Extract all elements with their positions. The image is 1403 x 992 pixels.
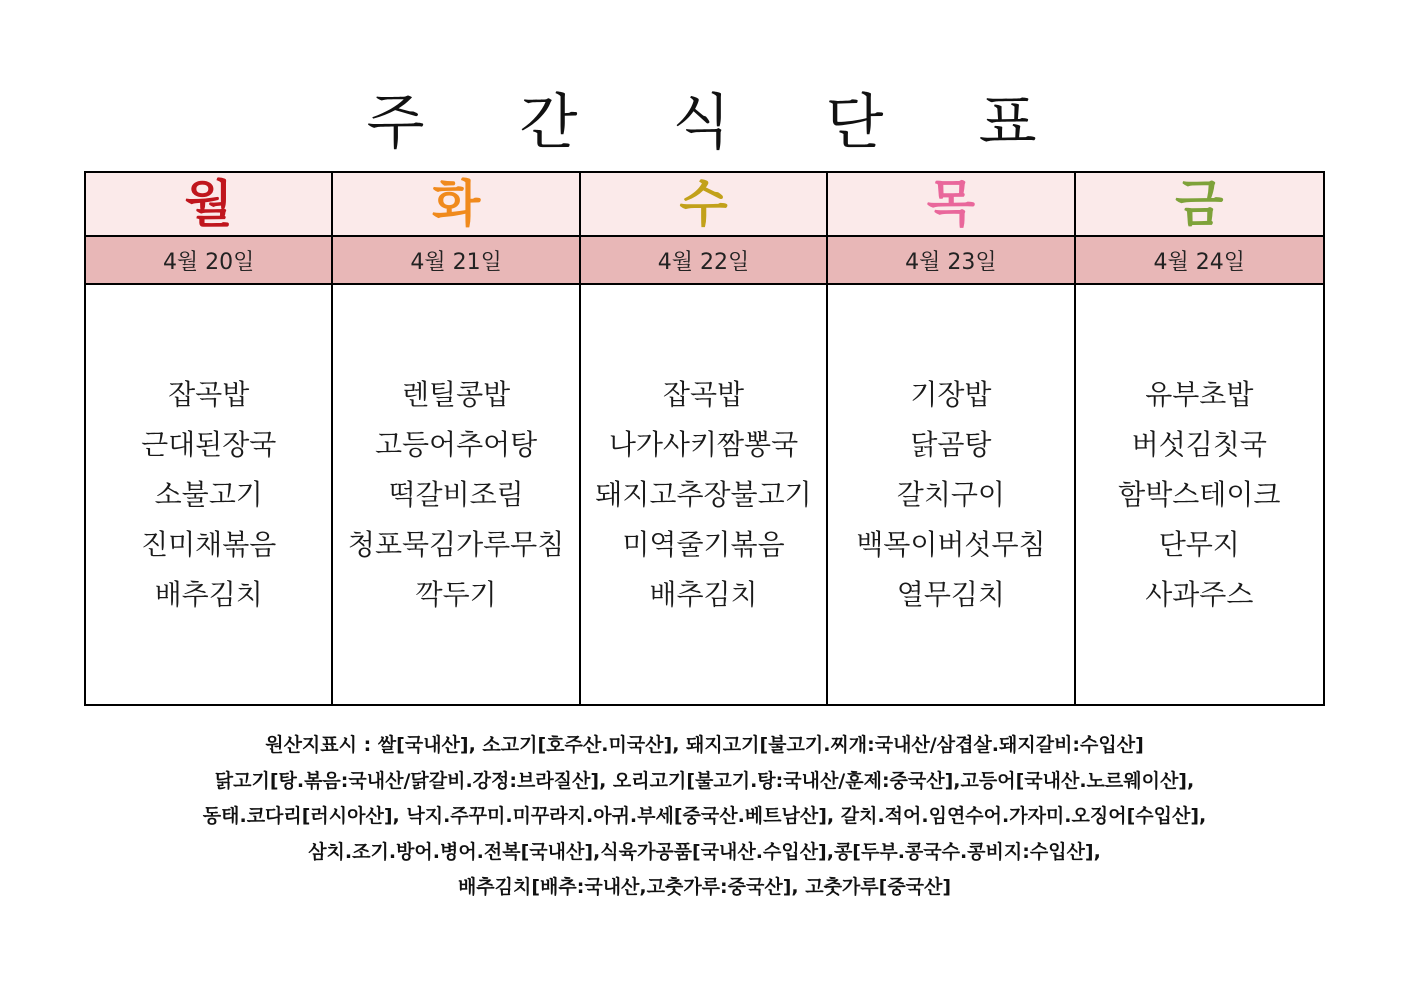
date-tue: 4월 21일	[333, 237, 580, 285]
menu-item: 근대된장국	[141, 428, 277, 461]
menu-item: 유부초밥	[1145, 378, 1254, 411]
menu-item: 닭곰탕	[910, 428, 992, 461]
origin-line: 배추김치[배추:국내산,고춧가루:중국산], 고춧가루[중국산]	[457, 876, 952, 898]
menu-item: 배추김치	[649, 578, 758, 611]
menu-item: 미역줄기볶음	[622, 528, 785, 561]
origin-notice	[84, 728, 1325, 906]
menu-item: 버섯김칫국	[1131, 428, 1267, 461]
origin-line: 원산지표시 : 쌀[국내산], 소고기[호주산.미국산], 돼지고기[불고기.찌개:국내산/삼겹살.돼지갈비:수입산]	[265, 734, 1144, 756]
menu-item: 진미채볶음	[141, 528, 277, 561]
origin-line: 삼치.조기.방어.병어.전복[국내산],식육가공품[국내산.수입산],콩[두부.콩국수.콩비지:수입산],	[308, 840, 1101, 863]
menu-tue	[333, 285, 580, 704]
menu-item: 잡곡밥	[662, 378, 745, 411]
origin-line: 닭고기[탕.볶음:국내산/닭갈비.강정:브라질산], 오리고기[불고기.탕:국내산/훈제:중국산],고등어[국내산.노르웨이산],	[214, 769, 1195, 792]
menu-thu	[828, 285, 1075, 704]
day-header-mon: 월	[86, 173, 333, 237]
menu-item: 깍두기	[415, 578, 497, 611]
menu-item: 소불고기	[154, 478, 263, 511]
day-header-tue: 화	[333, 173, 580, 237]
menu-item: 청포묵김가루무침	[347, 528, 565, 561]
menu-item: 단무지	[1158, 528, 1240, 561]
menu-item: 돼지고추장불고기	[595, 478, 812, 511]
menu-fri	[1076, 285, 1323, 704]
date-wed: 4월 22일	[581, 237, 828, 285]
menu-item: 잡곡밥	[168, 378, 250, 411]
day-header-fri: 금	[1076, 173, 1323, 237]
origin-line: 동태.코다리[러시아산], 낙지.주꾸미.미꾸라지.아귀.부세[중국산.베트남산], 갈치.적어.임연수어.가자미.오징어[수입산],	[202, 805, 1207, 827]
menu-item: 고등어추어탕	[374, 428, 538, 461]
menu-item: 기장밥	[910, 378, 992, 411]
menu-item: 떡갈비조림	[388, 478, 524, 511]
page-title: 주 간 식 단 표	[366, 88, 1075, 158]
menu-item: 사과주스	[1145, 578, 1254, 611]
day-header-wed: 수	[581, 173, 828, 237]
weekly-menu-table	[84, 171, 1325, 706]
date-thu: 4월 23일	[828, 237, 1075, 285]
menu-wed	[581, 285, 828, 704]
menu-mon	[86, 285, 333, 704]
menu-item: 배추김치	[154, 578, 263, 611]
menu-item: 렌틸콩밥	[401, 378, 511, 411]
day-header-thu: 목	[828, 173, 1075, 237]
date-fri: 4월 24일	[1076, 237, 1323, 285]
menu-item: 함박스테이크	[1118, 478, 1281, 511]
menu-item: 백목이버섯무침	[856, 528, 1046, 561]
menu-item: 갈치구이	[896, 478, 1005, 511]
menu-item: 나가사키짬뽕국	[608, 428, 799, 461]
date-mon: 4월 20일	[86, 237, 333, 285]
menu-item: 열무김치	[896, 578, 1005, 611]
